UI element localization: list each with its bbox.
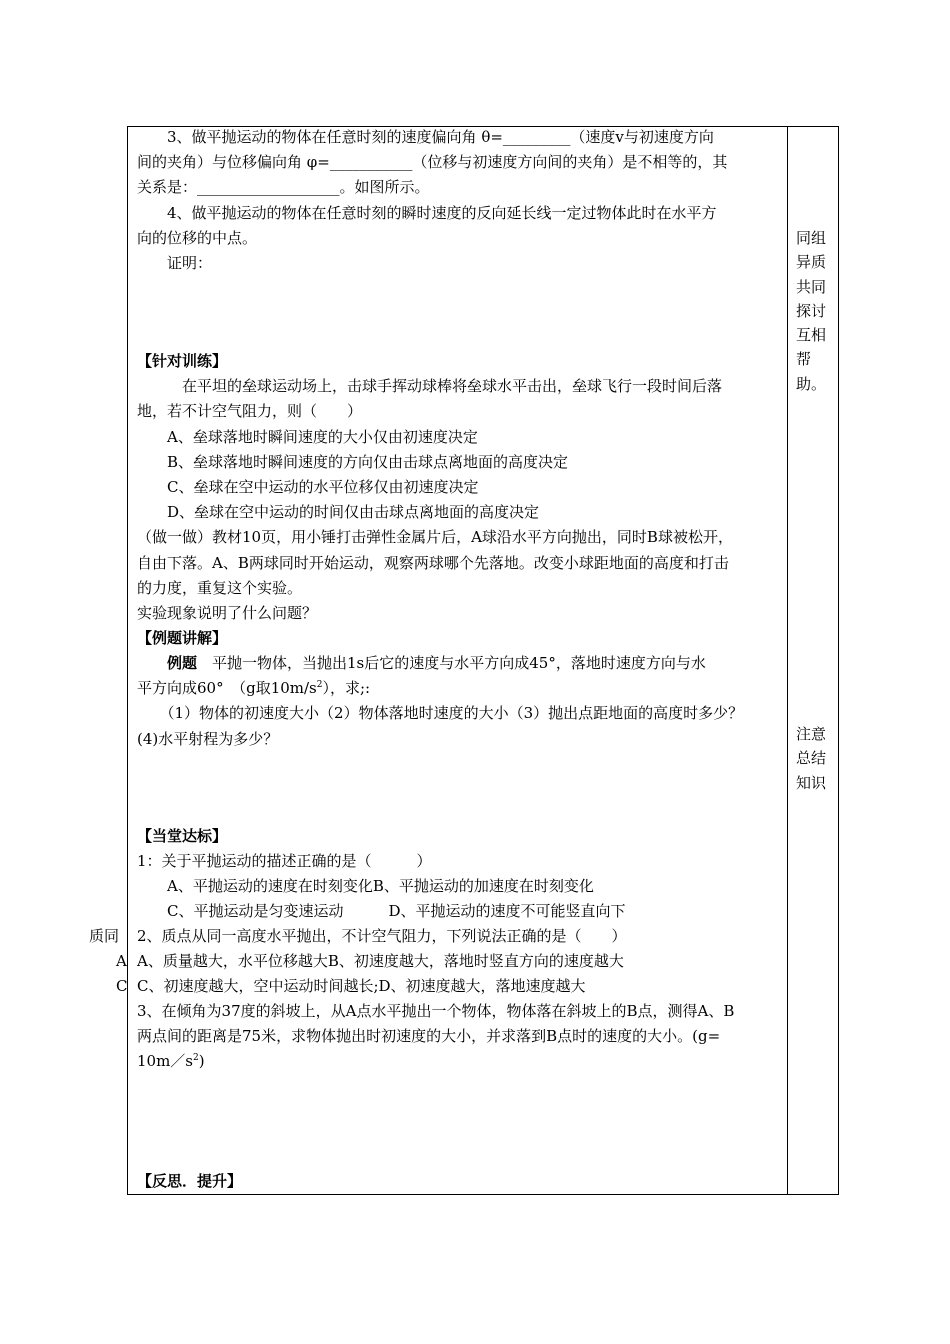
- standard-q1-options-cd: C、平抛运动是匀变速运动 D、平抛运动的速度不可能竖直向下: [137, 902, 626, 920]
- item-4-line-2: 向的位移的中点。: [137, 229, 258, 247]
- sidebar-notes-line: 注意: [796, 725, 827, 743]
- sidebar-group-line: 异质: [796, 253, 827, 272]
- sidebar-group-line: 助。: [796, 374, 827, 393]
- standard-q2-options-ab: A、质量越大，水平位移越大B、初速度越大，落地时竖直方向的速度越大: [137, 952, 624, 970]
- training-option-b: B、垒球落地时瞬间速度的方向仅由击球点离地面的高度决定: [137, 453, 569, 471]
- example-heading: 【例题讲解】: [137, 629, 228, 647]
- proof-label: 证明：: [137, 254, 213, 272]
- example-line-3: （1）物体的初速度大小（2）物体落地时速度的大小（3）抛出点距地面的高度时多少？: [137, 704, 744, 722]
- training-question-line-2: 地，若不计空气阻力，则（ ）: [137, 402, 363, 420]
- sidebar-notes-line: 知识: [796, 773, 827, 792]
- outside-fragment-2: A: [116, 952, 127, 970]
- sidebar-notes-line: 总结: [796, 749, 827, 768]
- training-option-d: D、垒球在空中运动的时间仅由击球点离地面的高度决定: [137, 503, 540, 521]
- sidebar-group-note: [796, 226, 832, 396]
- example-text-1: 平抛一物体，当抛出1s后它的速度与水平方向成45°，落地时速度方向与水: [197, 654, 706, 672]
- standard-q3-line-1: 3、在倾角为37度的斜坡上，从A点水平抛出一个物体，物体落在斜坡上的B点，测得A、B: [137, 1002, 735, 1020]
- example-text-2b: ），求;:: [322, 679, 371, 697]
- column-divider: [787, 126, 788, 1195]
- standard-q3-close: ): [198, 1052, 205, 1070]
- outside-fragment-3: C: [116, 977, 128, 995]
- sidebar-group-line: 共同: [796, 277, 827, 296]
- standard-q1: 1：关于平抛运动的描述正确的是（ ）: [137, 852, 432, 870]
- example-text-2a: 平方向成60° （g取10m/s: [137, 679, 317, 697]
- example-line-1: [137, 653, 706, 673]
- standard-q3-line-2: 两点间的距离是75米，求物体抛出时初速度的大小，并求落到B点时的速度的大小。(g=: [137, 1027, 721, 1045]
- training-question-line-1: 在平坦的垒球运动场上，击球手挥动球棒将垒球水平击出，垒球飞行一段时间后落: [137, 377, 723, 395]
- sidebar-notes: [796, 722, 832, 795]
- sidebar-group-line: 互相: [796, 326, 827, 345]
- training-option-a: A、垒球落地时瞬间速度的大小仅由初速度决定: [137, 428, 478, 446]
- activity-line-3: 的力度，重复这个实验。: [137, 579, 303, 597]
- example-label: 例题: [137, 654, 198, 672]
- sidebar-group-line: 探讨: [796, 301, 827, 320]
- item-3-line-2: 间的夹角）与位移偏向角 φ=___________（位移与初速度方向间的夹角）是不相等的，其: [137, 153, 728, 171]
- activity-line-1: （做一做）教材10页，用小锤打击弹性金属片后，A球沿水平方向抛出，同时B球被松开，: [137, 528, 733, 546]
- training-heading: 【针对训练】: [137, 352, 228, 370]
- standard-q1-options-ab: A、平抛运动的速度在时刻变化B、平抛运动的加速度在时刻变化: [137, 877, 594, 895]
- reflect-heading: 【反思．提升】: [137, 1172, 243, 1190]
- example-superscript: 2: [316, 680, 323, 690]
- item-4-line-1: 4、做平抛运动的物体在任意时刻的瞬时速度的反向延长线一定过物体此时在水平方: [137, 204, 717, 222]
- standard-q3-text: 10m／s: [137, 1052, 194, 1070]
- activity-line-2: 自由下落。A、B两球同时开始运动，观察两球哪个先落地。改变小球距地面的高度和打击: [137, 554, 729, 572]
- example-line-4: (4)水平射程为多少？: [137, 730, 279, 748]
- standard-q2-options-cd: C、初速度越大，空中运动时间越长;D、初速度越大，落地速度越大: [137, 977, 586, 995]
- item-3-line-3: 关系是：___________________。如图所示。: [137, 178, 430, 196]
- example-line-2: [137, 678, 370, 698]
- outside-fragment-1: 质同: [89, 927, 120, 945]
- item-3-line-1: 3、做平抛运动的物体在任意时刻的速度偏向角 θ=_________（速度v与初速度方向: [137, 128, 714, 146]
- activity-question: 实验现象说明了什么问题？: [137, 604, 318, 622]
- standard-q3-superscript: 2: [193, 1053, 199, 1063]
- sidebar-group-line: 同组: [796, 229, 827, 247]
- standard-q2: 2、质点从同一高度水平抛出，不计空气阻力，下列说法正确的是（ ）: [137, 927, 627, 945]
- standard-q3-line-3: [137, 1051, 205, 1071]
- sidebar-group-line: 帮: [796, 350, 812, 369]
- standard-heading: 【当堂达标】: [137, 827, 228, 845]
- training-option-c: C、垒球在空中运动的水平位移仅由初速度决定: [137, 478, 479, 496]
